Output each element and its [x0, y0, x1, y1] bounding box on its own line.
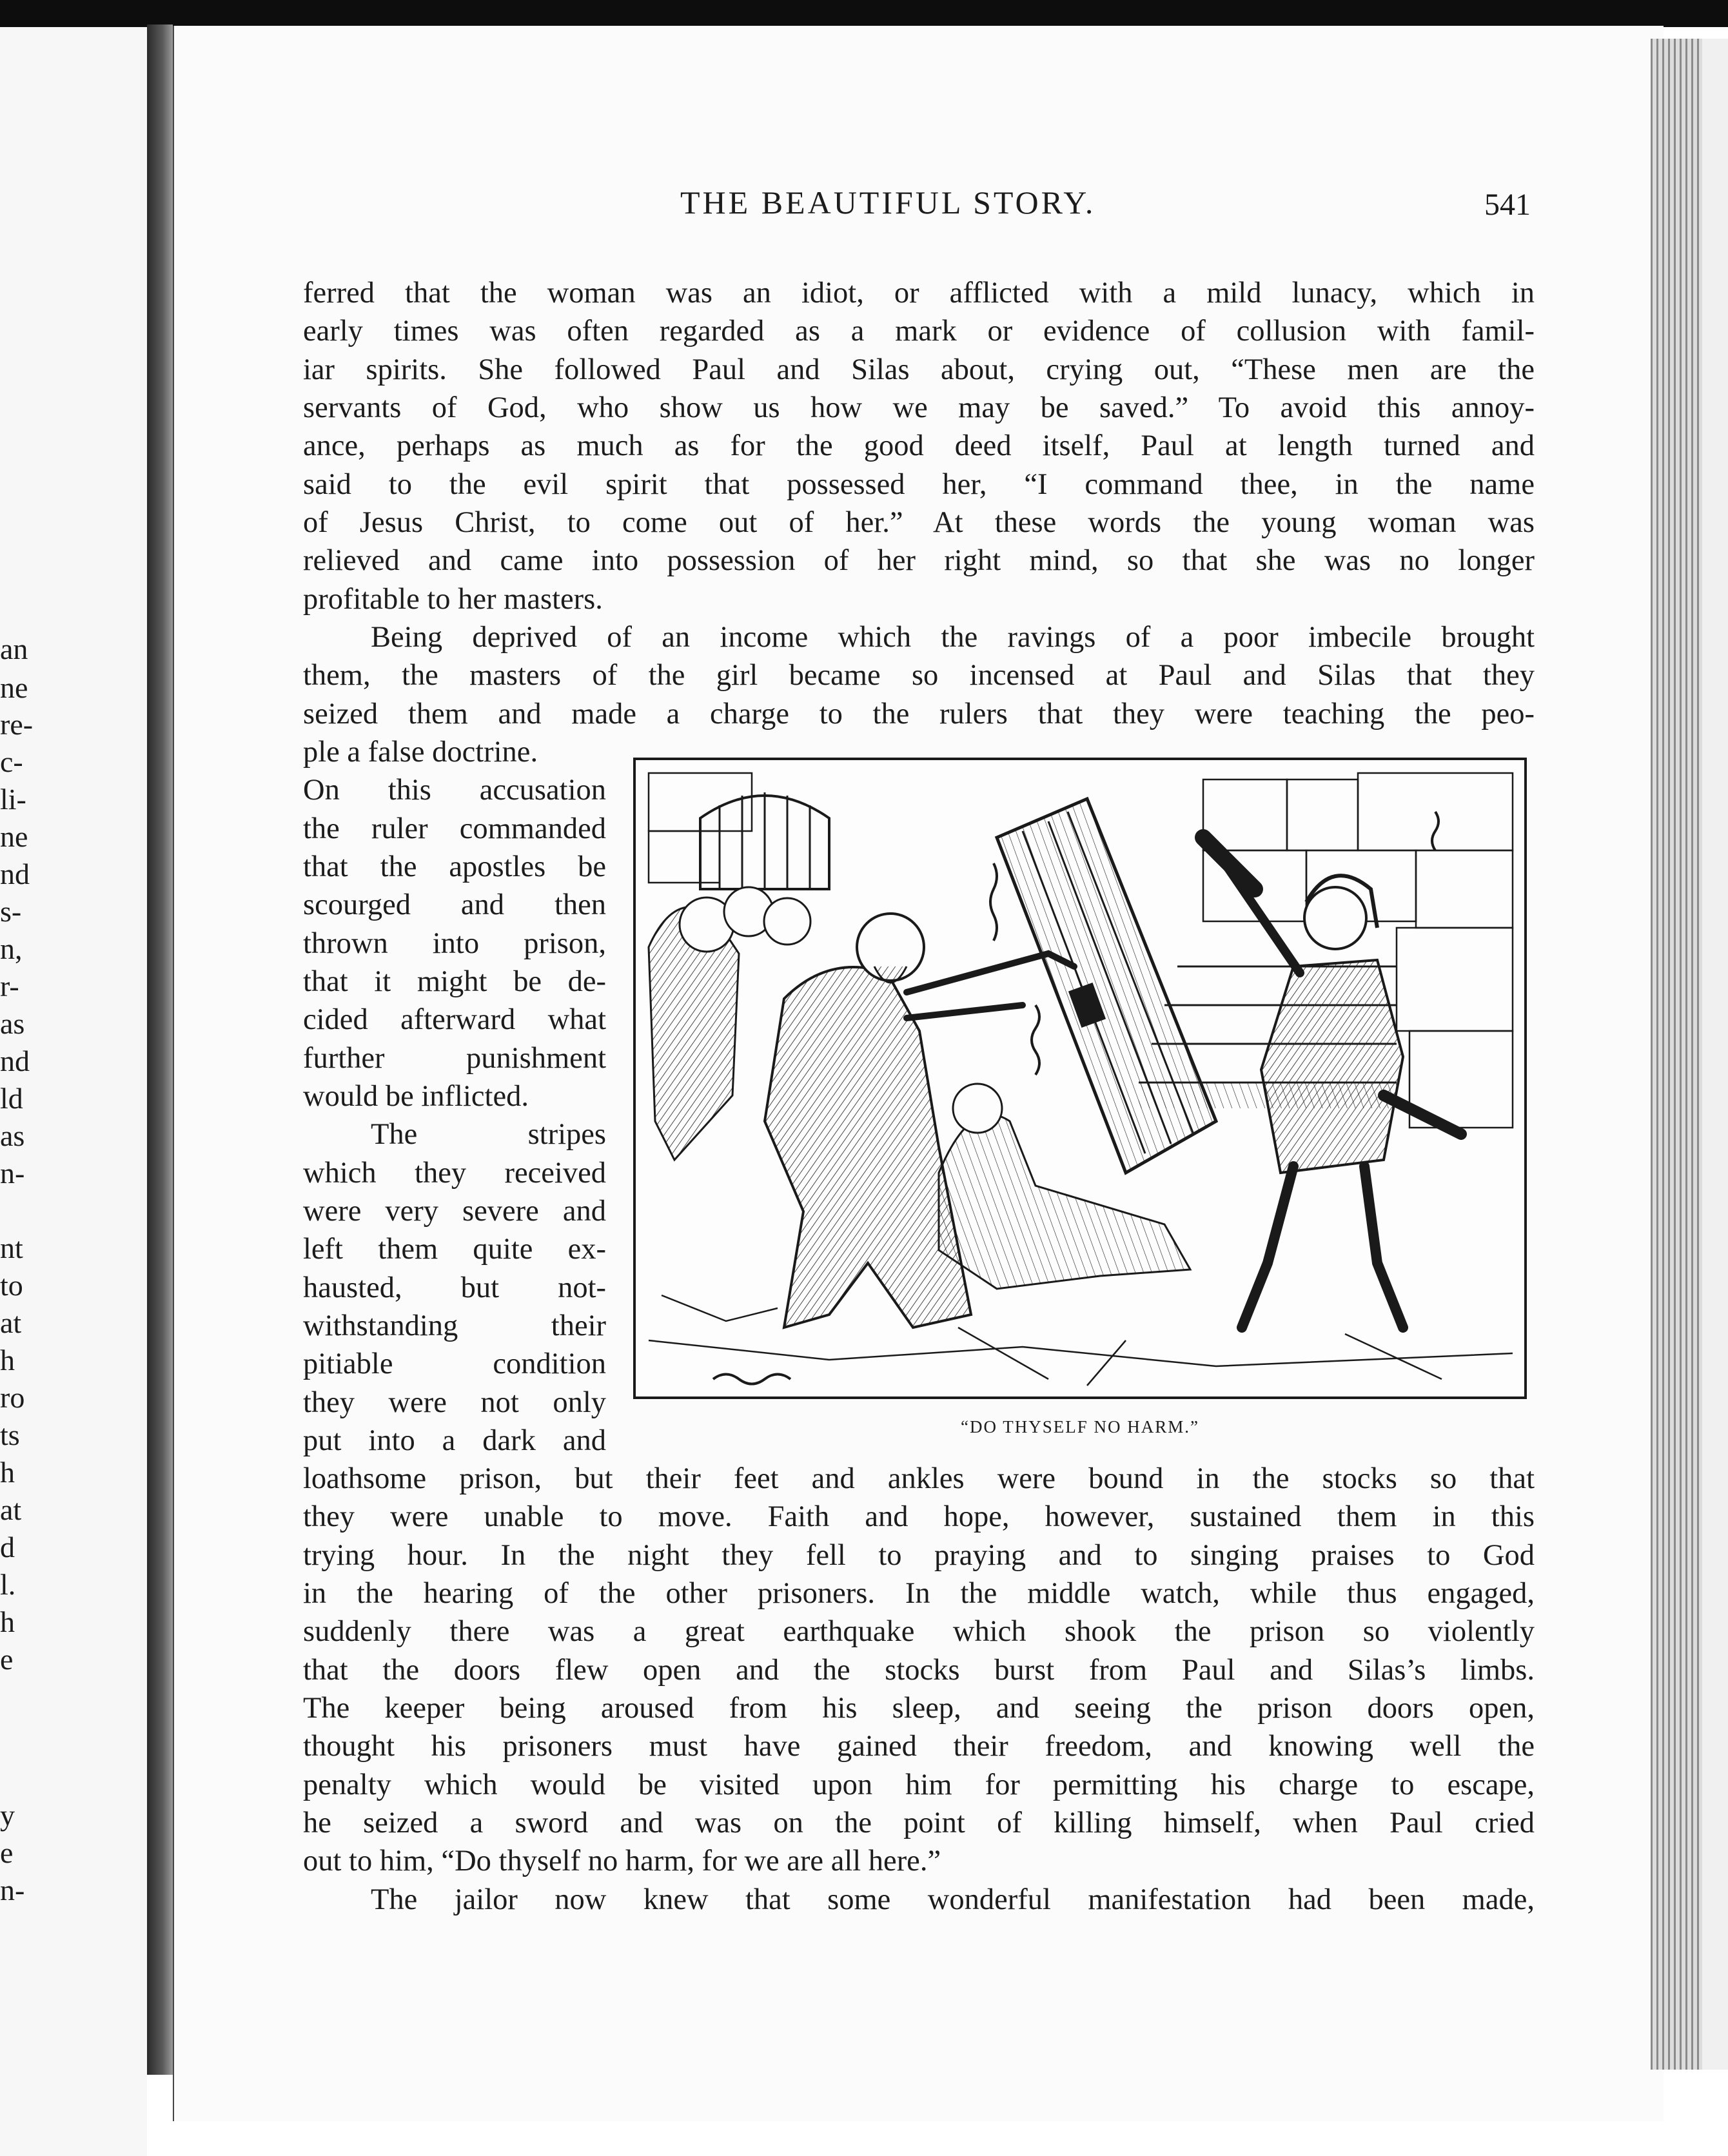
engraving-prison-scene [636, 760, 1524, 1396]
facing-page-fragment: nd [0, 858, 30, 890]
side-text-line: On this accusation [303, 774, 606, 807]
facing-page-fragment: n- [0, 1157, 25, 1190]
facing-page-fragment: c- [0, 745, 23, 778]
text-line: that the doors flew open and the stocks burst from Paul and Silas’s limbs. [303, 1654, 1535, 1687]
text-line: he seized a sword and was on the point of killing himself, when Paul cried [303, 1807, 1535, 1839]
side-text-line: cided afterward what [303, 1003, 606, 1036]
facing-page-edge [0, 27, 147, 2156]
side-text-line: they were not only [303, 1386, 606, 1419]
text-line: trying hour. In the night they fell to praying and to singing praises to God [303, 1539, 1535, 1572]
text-line: loathsome prison, but their feet and ankles were bound in the stocks so that [303, 1462, 1535, 1495]
text-line: them, the masters of the girl became so incensed at Paul and Silas that they [303, 659, 1535, 692]
text-line: suddenly there was a great earthquake which shook the prison so violently [303, 1615, 1535, 1648]
text-line: penalty which would be visited upon him for permitting his charge to escape, [303, 1769, 1535, 1801]
text-line: The keeper being aroused from his sleep, and seeing the prison doors open, [303, 1692, 1535, 1725]
engraving-illustration [633, 758, 1527, 1399]
facing-page-fragment: y [0, 1799, 15, 1832]
side-text-line: scourged and then [303, 888, 606, 921]
side-text-line: left them quite ex- [303, 1233, 606, 1266]
text-line: of Jesus Christ, to come out of her.” At these words the young woman was [303, 506, 1535, 539]
text-line: relieved and came into possession of her right mind, so that she was no longer [303, 544, 1535, 577]
side-text-line: hausted, but not- [303, 1271, 606, 1304]
text-line: seized them and made a charge to the rulers that they were teaching the peo- [303, 698, 1535, 730]
book-spine-shadow [147, 24, 173, 2075]
facing-page-fragment: r- [0, 970, 19, 1003]
side-text-line: that it might be de- [303, 965, 606, 998]
text-line: thought his prisoners must have gained their freedom, and knowing well the [303, 1730, 1535, 1763]
page-edges-stack [1651, 39, 1728, 2070]
facing-page-fragment: n, [0, 932, 23, 965]
facing-page-fragment: s- [0, 895, 22, 928]
side-text-line: put into a dark and [303, 1424, 606, 1457]
facing-page-fragment: as [0, 1007, 25, 1040]
text-line: in the hearing of the other prisoners. In the middle watch, while thus engaged, [303, 1577, 1535, 1610]
text-line: servants of God, who show us how we may be saved.” To avoid this annoy- [303, 391, 1535, 424]
side-text-line: further punishment [303, 1042, 606, 1075]
text-line: The jailor now knew that some wonderful manifestation had been made, [371, 1883, 1535, 1916]
side-text-line: ple a false doctrine. [303, 736, 538, 769]
running-head: THE BEAUTIFUL STORY. [680, 184, 1096, 220]
side-text-line: were very severe and [303, 1195, 606, 1228]
text-line: iar spirits. She followed Paul and Silas about, crying out, “These men are the [303, 353, 1535, 386]
facing-page-fragment: at [0, 1493, 22, 1526]
facing-page-fragment: d [0, 1531, 15, 1563]
side-text-line: which they received [303, 1157, 606, 1190]
text-line: ance, perhaps as much as for the good deed itself, Paul at length turned and [303, 429, 1535, 462]
text-line: ferred that the woman was an idiot, or afflicted with a mild lunacy, which in [303, 277, 1535, 309]
text-line: Being deprived of an income which the ravings of a poor imbecile brought [371, 621, 1535, 654]
side-text-line: withstanding their [303, 1309, 606, 1342]
facing-page-fragment: an [0, 632, 28, 665]
facing-page-fragment: ne [0, 671, 28, 704]
illustration-caption: “DO THYSELF NO HARM.” [961, 1417, 1199, 1436]
facing-page-fragment: h [0, 1344, 15, 1377]
facing-page-fragment: li- [0, 783, 26, 816]
text-line: early times was often regarded as a mark or evidence of collusion with famil- [303, 315, 1535, 348]
facing-page-fragment: n- [0, 1874, 25, 1906]
side-text-line: would be inflicted. [303, 1080, 529, 1113]
text-line: profitable to her masters. [303, 583, 603, 616]
facing-page-fragment: at [0, 1306, 22, 1339]
facing-page-fragment: ro [0, 1381, 25, 1414]
text-line: out to him, “Do thyself no harm, for we are all here.” [303, 1845, 941, 1877]
facing-page-fragment: e [0, 1836, 14, 1869]
text-line: they were unable to move. Faith and hope, however, sustained them in this [303, 1500, 1535, 1533]
facing-page-fragment: h [0, 1456, 15, 1489]
side-text-line: thrown into prison, [303, 927, 606, 960]
page-number: 541 [1484, 188, 1531, 222]
facing-page-fragment: nd [0, 1044, 30, 1077]
facing-page-fragment: l. [0, 1568, 16, 1601]
facing-page-fragment: ne [0, 820, 28, 853]
facing-page-fragment: as [0, 1119, 25, 1152]
facing-page-fragment: to [0, 1269, 23, 1302]
side-text-line: the ruler commanded [303, 812, 606, 845]
side-text-line: The stripes [371, 1118, 606, 1151]
side-text-line: pitiable condition [303, 1348, 606, 1380]
facing-page-fragment: ts [0, 1418, 20, 1451]
facing-page-fragment: re- [0, 708, 34, 741]
facing-page-fragment: nt [0, 1231, 23, 1264]
side-text-line: that the apostles be [303, 850, 606, 883]
facing-page-fragment: ld [0, 1082, 23, 1115]
facing-page-fragment: e [0, 1643, 14, 1676]
scan-top-border [0, 0, 1728, 27]
text-line: said to the evil spirit that possessed her, “I command thee, in the name [303, 468, 1535, 501]
facing-page-fragment: h [0, 1605, 15, 1638]
